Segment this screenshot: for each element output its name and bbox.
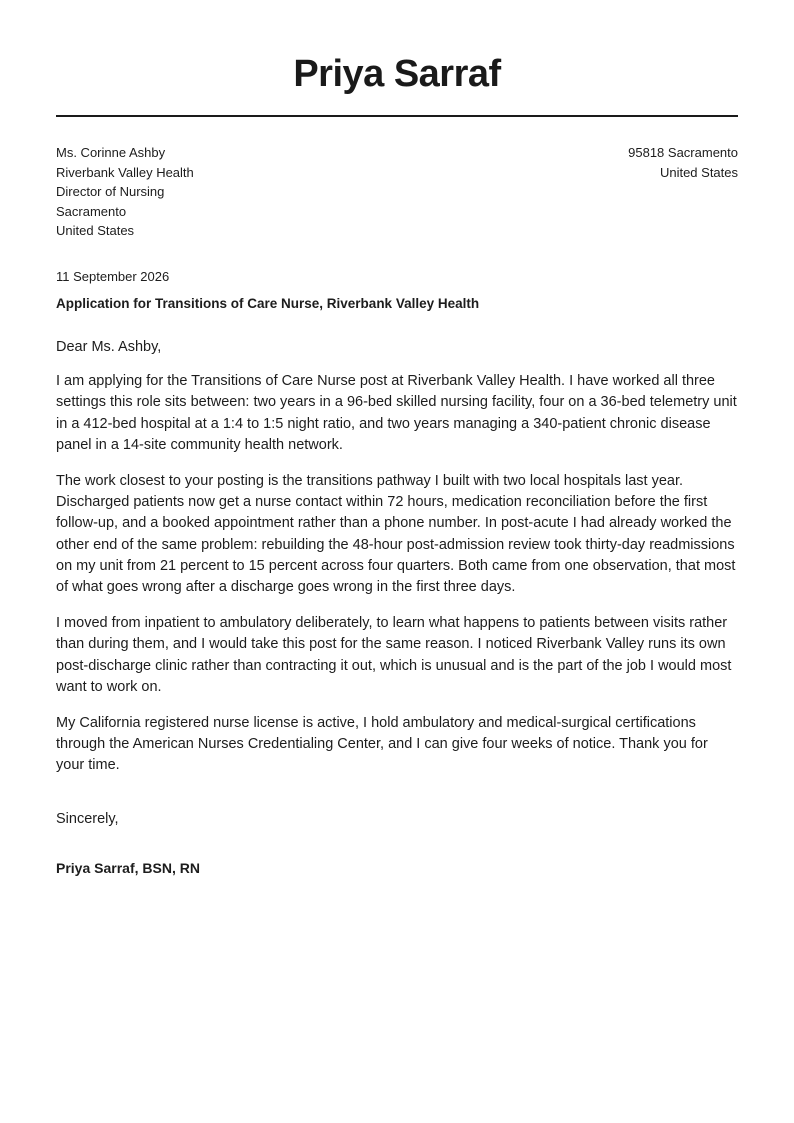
letter-date: 11 September 2026 <box>56 268 170 284</box>
header-divider <box>56 115 738 117</box>
cover-letter-page <box>56 0 738 878</box>
letter-signature: Priya Sarraf, BSN, RN <box>56 859 200 876</box>
letter-greeting: Dear Ms. Ashby, <box>56 338 162 355</box>
address-block <box>56 143 738 241</box>
body-paragraph-3: I moved from inpatient to ambulatory deliberately, to learn what happens to patients between visits rather than during them, and I would take this post for the same reason. I noticed Riverbank Valley runs its own post-discharge clinic rather than contracting it out, which is unusual and is the part of the job I would most want to work on. <box>56 614 732 695</box>
applicant-name: Priya Sarraf <box>293 53 501 95</box>
recipient-country: United States <box>56 223 135 239</box>
body-paragraph-4: My California registered nurse license is active, I hold ambulatory and medical-surgical certifications through the American Nurses Credentialing Center, and I can give four weeks of notice. Thank you for your time. <box>56 714 708 774</box>
sender-country: United States <box>659 164 738 180</box>
letter-subject: Application for Transitions of Care Nurse, Riverbank Valley Health <box>56 295 480 311</box>
letter-closing: Sincerely, <box>56 810 119 827</box>
recipient-organization: Riverbank Valley Health <box>56 164 194 180</box>
recipient-city: Sacramento <box>56 203 127 219</box>
recipient-name: Ms. Corinne Ashby <box>56 145 166 160</box>
sender-address <box>628 143 738 241</box>
sender-postal-city: 95818 Sacramento <box>628 145 738 160</box>
recipient-address <box>56 143 194 241</box>
body-paragraph-2: The work closest to your posting is the transitions pathway I built with two local hospitals last year. Discharged patients now get a nurse contact within 72 hours, medication reconciliation before the first follow-up, and a booked appointment rather than a phone number. In post-acute I had already worked the other end of the same problem: rebuilding the 48-hour post-admission review took thirty-day readmissions on my unit from 21 percent to 15 percent across four quarters. Both came from one observation, that most of what goes wrong after a discharge goes wrong in the first three days. <box>56 472 736 596</box>
recipient-title: Director of Nursing <box>56 184 165 200</box>
body-paragraph-1: I am applying for the Transitions of Care Nurse post at Riverbank Valley Health. I have worked all three settings this role sits between: two years in a 96-bed skilled nursing facility, four on a 36-bed telemetry unit in a 412-bed hospital at a 1:4 to 1:5 night ratio, and two years managing a 340-patient chronic disease panel in a 14-site community health network. <box>56 372 737 453</box>
